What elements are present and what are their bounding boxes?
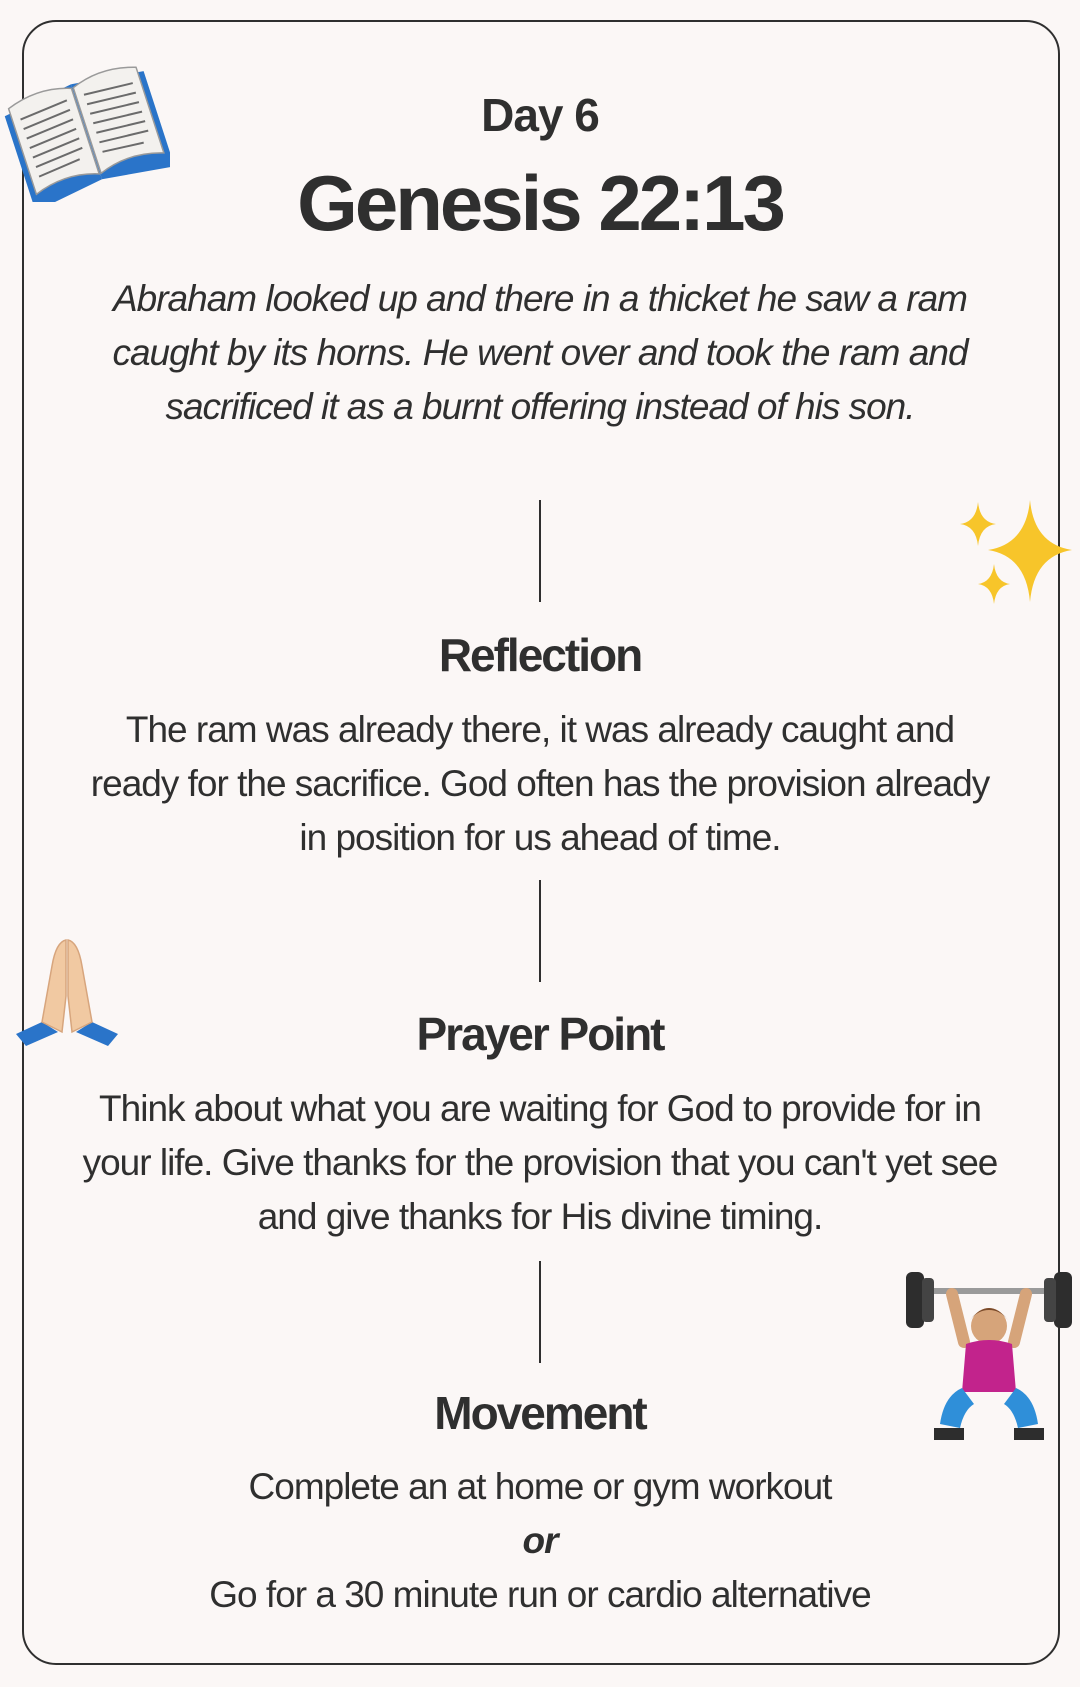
movement-option-1: Complete an at home or gym workout <box>248 1466 832 1507</box>
section-divider <box>539 500 541 602</box>
reflection-body: The ram was already there, it was already caught and ready for the sacrifice. God often has the provision already in position for us ahead of time. <box>90 709 990 858</box>
verse-text: Abraham looked up and there in a thicket he saw a ram caught by its horns. He went over and took the ram and sacrificed it as a burnt offering instead of his son. <box>112 278 968 427</box>
day-label: Day 6 <box>481 89 599 141</box>
movement-option-2: Go for a 30 minute run or cardio alternative <box>209 1574 871 1615</box>
section-divider <box>539 1261 541 1363</box>
section-divider <box>539 880 541 982</box>
movement-title: Movement <box>434 1387 646 1439</box>
movement-separator: or <box>522 1520 558 1561</box>
reflection-title: Reflection <box>438 629 642 681</box>
sparkles-icon <box>958 498 1074 615</box>
prayer-point-title: Prayer Point <box>416 1008 664 1060</box>
prayer-point-body: Think about what you are waiting for God to provide for in your life. Give thanks for the provision that you can't yet see and give thanks for His divine timing. <box>82 1088 998 1237</box>
verse-reference: Genesis 22:13 <box>297 159 783 247</box>
